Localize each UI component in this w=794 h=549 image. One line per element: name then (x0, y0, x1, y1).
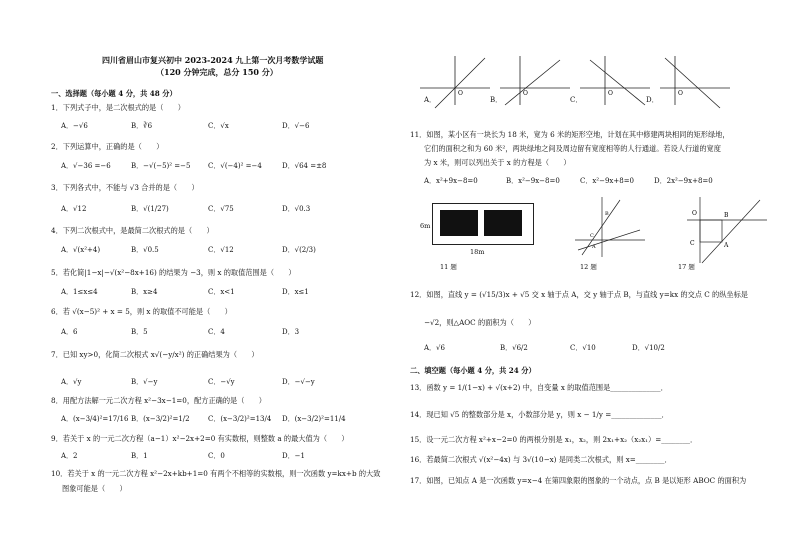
question-7: 7．已知 xy>0，化简二次根式 x√(−y/x²) 的正确结果为（ ） (51, 350, 259, 359)
option: A．6 (61, 328, 78, 336)
option: D．−1 (282, 452, 305, 460)
option: B．−√(−5)² =−5 (131, 162, 191, 170)
option: C．√10 (570, 344, 596, 352)
question-16: 16．若最简二次根式 √(x²−4x) 与 3√(10−x) 是同类二次根式，则 x=________． (410, 455, 672, 464)
option: C．√75 (208, 205, 234, 213)
figure-caption: 12 题 (580, 263, 597, 271)
question-2: 2．下列运算中，正确的是（ ） (51, 142, 164, 151)
exam-subtitle: （120 分钟完成，总分 150 分） (156, 67, 278, 77)
option: D．√10/2 (632, 344, 665, 352)
option: B．√0.5 (131, 246, 159, 254)
option: D．√0.3 (282, 205, 311, 213)
option: C．x<1 (208, 288, 235, 296)
option: C．0 (208, 452, 225, 460)
question-1: 1．下列式子中，是二次根式的是（ ） (51, 103, 185, 112)
question-3: 3．下列各式中，不能与 √3 合并的是（ ） (51, 183, 199, 192)
question-6: 6．若 √(x−5)² + x = 5，则 x 的取值不可能是（ ） (51, 307, 232, 316)
figure-caption: 17 题 (678, 263, 695, 271)
section-heading: 二、填空题（每小题 4 分，共 24 分） (410, 366, 536, 375)
option: D．3 (282, 328, 300, 336)
question-12-cont: −√2，则△AOC 的面积为（ ） (424, 318, 536, 327)
figure-caption: 11 题 (440, 263, 457, 271)
origin-label: O (608, 90, 613, 97)
option: C．−√y (208, 378, 235, 386)
question-9: 9．若关于 x 的一元二次方程（a−1）x²−2x+2=0 有实数根，则整数 a 的最大值为（ ） (51, 434, 349, 443)
graph-b (500, 56, 570, 105)
question-11-cont: 为 x 米，则可以列出关于 x 的方程是（ ） (424, 158, 571, 167)
question-14: 14．现已知 √5 的整数部分是 x，小数部分是 y，则 x − 1/y =______________． (410, 410, 669, 419)
option: A．√y (61, 378, 82, 386)
option: A．−√6 (61, 122, 88, 130)
option: B． (490, 96, 503, 104)
question-5: 5．若化简|1−x|−√(x²−8x+16) 的结果为 −3，则 x 的取值范围是（ ） (51, 268, 296, 277)
option: C．√x (208, 122, 229, 130)
option: C．√12 (208, 246, 234, 254)
question-15: 15．设一元二次方程 x²+x−2=0 的两根分别是 x₁，x₂，则 2x₁+x₂（x₂x₁）=________． (410, 435, 698, 444)
origin-label: O (523, 90, 528, 97)
option: B．x²−9x−8=0 (506, 177, 560, 185)
option: A．√6 (424, 344, 445, 352)
svg-text:A: A (592, 244, 596, 250)
option: A．√−36 =−6 (61, 162, 111, 170)
graph-d (660, 56, 730, 108)
option: C．4 (208, 328, 225, 336)
option: D． (646, 96, 659, 104)
option: B．√6/2 (500, 344, 528, 352)
question-4: 4．下列二次根式中，是最简二次根式的是（ ） (51, 226, 214, 235)
green-plot-1 (440, 210, 478, 236)
option: A．√(x²+4) (61, 246, 101, 254)
option: B．∛6 (131, 122, 153, 130)
option: A．1≤x≤4 (61, 288, 98, 296)
option: B．1 (131, 452, 148, 460)
width-label: 6m (420, 222, 431, 230)
option: D．√(2/3) (282, 246, 316, 254)
svg-text:C: C (590, 233, 594, 239)
exam-title: 四川省眉山市复兴初中 2023-2024 九上第一次月考数学试题 (102, 55, 324, 65)
fig17-label-a: A (724, 242, 729, 249)
option: A．(x−3/4)²=17/16 (61, 415, 129, 423)
section-heading: 一、选择题（每小题 4 分，共 48 分） (51, 89, 177, 98)
option: C．(x−3/2)²=13/4 (208, 415, 272, 423)
question-10: 10．若关于 x 的一元二次方程 x²−2x+kb+1=0 有两个不相等的实数根，则一次函数 y=kx+b 的大致 (51, 469, 381, 478)
q10-graphs (410, 50, 780, 110)
svg-text:B: B (605, 211, 609, 217)
option: B．√−y (131, 378, 158, 386)
question-10-cont: 图象可能是（ ） (62, 484, 127, 493)
option: C．√(−4)² =−4 (208, 162, 262, 170)
option: B．x≥4 (131, 288, 158, 296)
length-label: 18m (470, 248, 485, 256)
figure-12 (570, 195, 650, 260)
option: B．5 (131, 328, 148, 336)
figure-17 (682, 195, 772, 265)
option: D．(x−3/2)²=11/4 (282, 415, 346, 423)
question-8: 8．用配方法解一元二次方程 x²−3x−1=0，配方正确的是（ ） (51, 396, 266, 405)
fig17-label-b: B (724, 212, 729, 219)
question-11-cont: 它们的面积之和为 60 米²，两块绿地之间及周边留有宽度相等的人行通道。若设人行道的宽度 (424, 144, 721, 153)
option: C． (570, 96, 583, 104)
fig17-label-o: O (692, 210, 697, 217)
question-11: 11．如图，某小区有一块长为 18 米，宽为 6 米的矩形空地，计划在其中修建两块相同的矩形绿地， (410, 130, 730, 139)
question-12: 12．如图，直线 y = (√15/3)x + √5 交 x 轴于点 A，交 y 轴于点 B，与直线 y=kx 的交点 C 的纵坐标是 (410, 290, 748, 299)
origin-label: O (678, 90, 683, 97)
question-13: 13．函数 y = 1/(1−x) + √(x+2) 中，自变量 x 的取值范围是______________． (410, 383, 668, 392)
graph-c (580, 56, 650, 105)
option: D．√64 =±8 (282, 162, 327, 170)
option: D．√−6 (282, 122, 310, 130)
option: A． (424, 96, 437, 104)
option: A．x²+9x−8=0 (424, 177, 478, 185)
fig17-label-c: C (690, 240, 695, 247)
option: D．x≤1 (282, 288, 309, 296)
option: C．x²−9x+8=0 (580, 177, 635, 185)
option: B．√(1/27) (131, 205, 169, 213)
option: A．√12 (61, 205, 87, 213)
option: D．2x²−9x+8=0 (654, 177, 713, 185)
green-plot-2 (484, 210, 522, 236)
option: A．2 (61, 452, 78, 460)
option: B．(x−3/2)²=1/2 (131, 415, 190, 423)
question-17: 17．如图，已知点 A 是一次函数 y=x−4 在第四象限的图象的一个动点，点 B 是以矩形 ABOC 的面积为 (410, 476, 747, 485)
origin-label: O (458, 90, 463, 97)
option: D．−√−y (282, 378, 315, 386)
